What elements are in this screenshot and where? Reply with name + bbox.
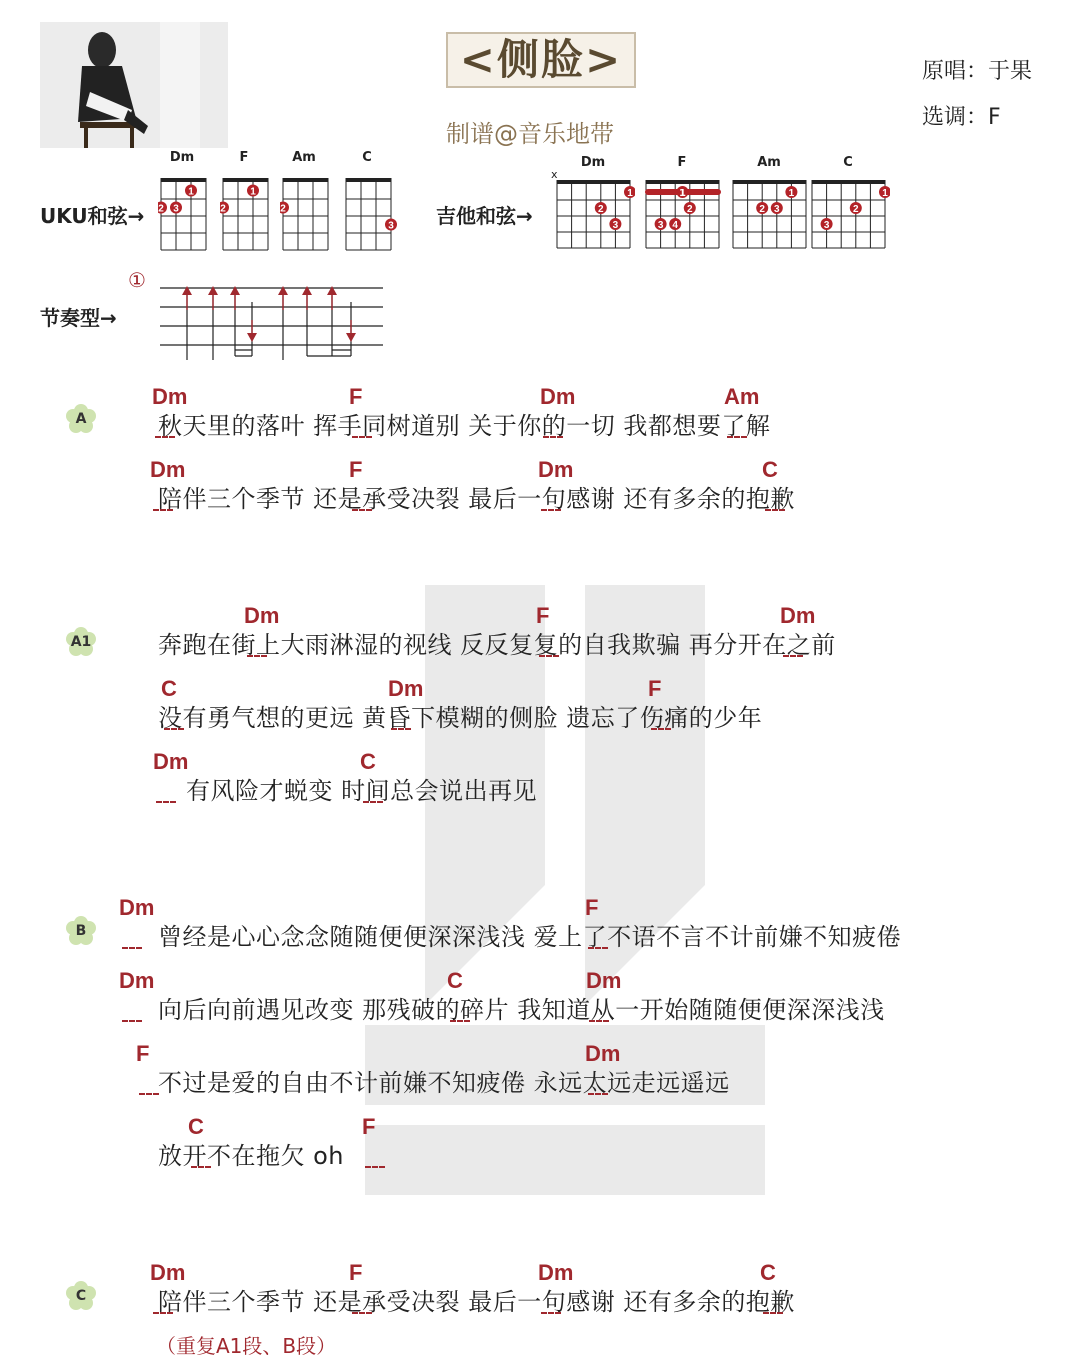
chord-underline [122,947,142,949]
c-line1-chord-2: F [349,1260,363,1285]
svg-text:1: 1 [250,186,256,198]
chord-underline [365,1166,385,1168]
svg-text:3: 3 [774,204,780,215]
svg-text:1: 1 [627,188,633,199]
lyric-line-a1-1: 奔跑在街上大雨淋湿的视线 反反复复的自我欺骗 再分开在之前 [158,631,836,659]
uku-chord-diagram-dm [158,166,218,256]
uku-chord-name-am: Am [292,150,316,165]
a1-line3-chord-2: C [360,749,376,774]
guitar-chord-name-f: F [677,155,687,170]
b-line3-chord-1: F [136,1041,150,1066]
lyric-line-b3: 不过是爱的自由不计前嫌不知疲倦 永远太远走远遥远 [158,1069,730,1097]
arranger-credit: 制谱@音乐地带 [446,120,614,148]
uku-chord-diagram-f [220,166,280,256]
lyric-line-a2: 陪伴三个季节 还是承受决裂 最后一句感谢 还有多余的抱歉 [158,485,795,513]
svg-text:2: 2 [853,204,859,215]
a-line2-chord-4: C [762,457,778,482]
song-title: <侧脸> [446,32,636,88]
singer-label: 原唱：于果 [922,59,1033,84]
guitar-chord-diagram-c [810,172,890,252]
b-line2-chord-2: C [447,968,463,993]
svg-text:1: 1 [882,188,888,199]
rhythm-pattern [155,280,387,362]
svg-text:2: 2 [598,204,604,215]
svg-text:2: 2 [687,204,693,215]
lyric-line-b4: 放开不在拖欠 oh [158,1142,345,1170]
lyric-line-a1-3: 有风险才蜕变 时间总会说出再见 [186,777,538,805]
lyric-line-c1: 陪伴三个季节 还是承受决裂 最后一句感谢 还有多余的抱歉 [158,1288,795,1316]
b-line1-chord-1: Dm [119,895,155,920]
b-line2-chord-1: Dm [119,968,155,993]
b-line2-chord-3: Dm [586,968,622,993]
guitar-chord-name-dm: Dm [580,155,606,170]
guitar-chord-diagram-am [731,172,811,252]
a1-line2-chord-3: F [648,676,662,701]
guitar-chord-diagram-f [644,172,724,252]
guitar-chord-diagram-dm [555,172,635,252]
a1-line3-chord-1: Dm [153,749,189,774]
a-line1-chord-1: Dm [152,384,188,409]
svg-text:2: 2 [280,203,286,215]
a-line1-chord-2: F [349,384,363,409]
svg-text:3: 3 [388,220,394,232]
key-label: 选调：F [922,105,1001,130]
lyric-line-b2: 向后向前遇见改变 那残破的碎片 我知道从一开始随随便便深深浅浅 [158,996,885,1024]
a1-line2-chord-2: Dm [388,676,424,701]
chord-underline [122,1020,142,1022]
a-line1-chord-3: Dm [540,384,576,409]
c-line1-chord-3: Dm [538,1260,574,1285]
section-badge-c: C [66,1281,96,1311]
uku-chord-name-f: F [239,150,249,165]
svg-text:1: 1 [188,186,194,198]
svg-text:3: 3 [823,220,830,231]
guitar-chord-name-c: C [843,155,853,170]
section-badge-b: B [66,916,96,946]
svg-text:3: 3 [657,220,664,231]
a-line2-chord-1: Dm [150,457,186,482]
lyric-line-a1: 秋天里的落叶 挥手同树道别 关于你的一切 我都想要了解 [158,412,771,440]
b-line4-chord-2: F [362,1114,376,1139]
uku-chord-diagram-c [343,166,403,256]
svg-text:2: 2 [759,204,765,215]
uku-chord-name-c: C [362,150,372,165]
a1-line1-chord-3: Dm [780,603,816,628]
a-line1-chord-4: Am [724,384,760,409]
section-badge-a: A [66,404,96,434]
repeat-note: （重复A1段、B段） [156,1334,337,1358]
c-line1-chord-4: C [760,1260,776,1285]
singer-photo [40,22,228,148]
lyric-line-a1-2: 没有勇气想的更远 黄昏下模糊的侧脸 遗忘了伤痛的少年 [158,704,763,732]
svg-text:3: 3 [612,220,619,231]
svg-text:1: 1 [679,188,686,199]
svg-text:2: 2 [220,203,226,215]
svg-text:4: 4 [672,220,678,231]
svg-text:1: 1 [788,188,795,199]
guitar-chords-label: 吉他和弦→ [436,204,533,228]
rhythm-label: 节奏型→ [40,306,117,330]
guitar-chord-name-am: Am [757,155,781,170]
a1-line1-chord-1: Dm [244,603,280,628]
a-line2-chord-2: F [349,457,363,482]
rhythm-number: ① [128,268,146,292]
svg-text:3: 3 [173,203,179,215]
uku-chord-diagram-am [280,166,340,256]
uku-chord-name-dm: Dm [169,150,195,165]
svg-text:2: 2 [158,203,164,215]
chord-underline [139,1093,159,1095]
b-line4-chord-1: C [188,1114,204,1139]
b-line1-chord-2: F [585,895,599,920]
a1-line1-chord-2: F [536,603,550,628]
uku-chords-label: UKU和弦→ [40,204,145,228]
section-badge-a1: A1 [66,627,96,657]
a1-line2-chord-1: C [161,676,177,701]
c-line1-chord-1: Dm [150,1260,186,1285]
chord-underline [156,801,176,803]
b-line3-chord-2: Dm [585,1041,621,1066]
lyric-line-b1: 曾经是心心念念随随便便深深浅浅 爱上了不语不言不计前嫌不知疲倦 [158,923,902,951]
muted-string-mark: x [551,168,558,181]
a-line2-chord-3: Dm [538,457,574,482]
